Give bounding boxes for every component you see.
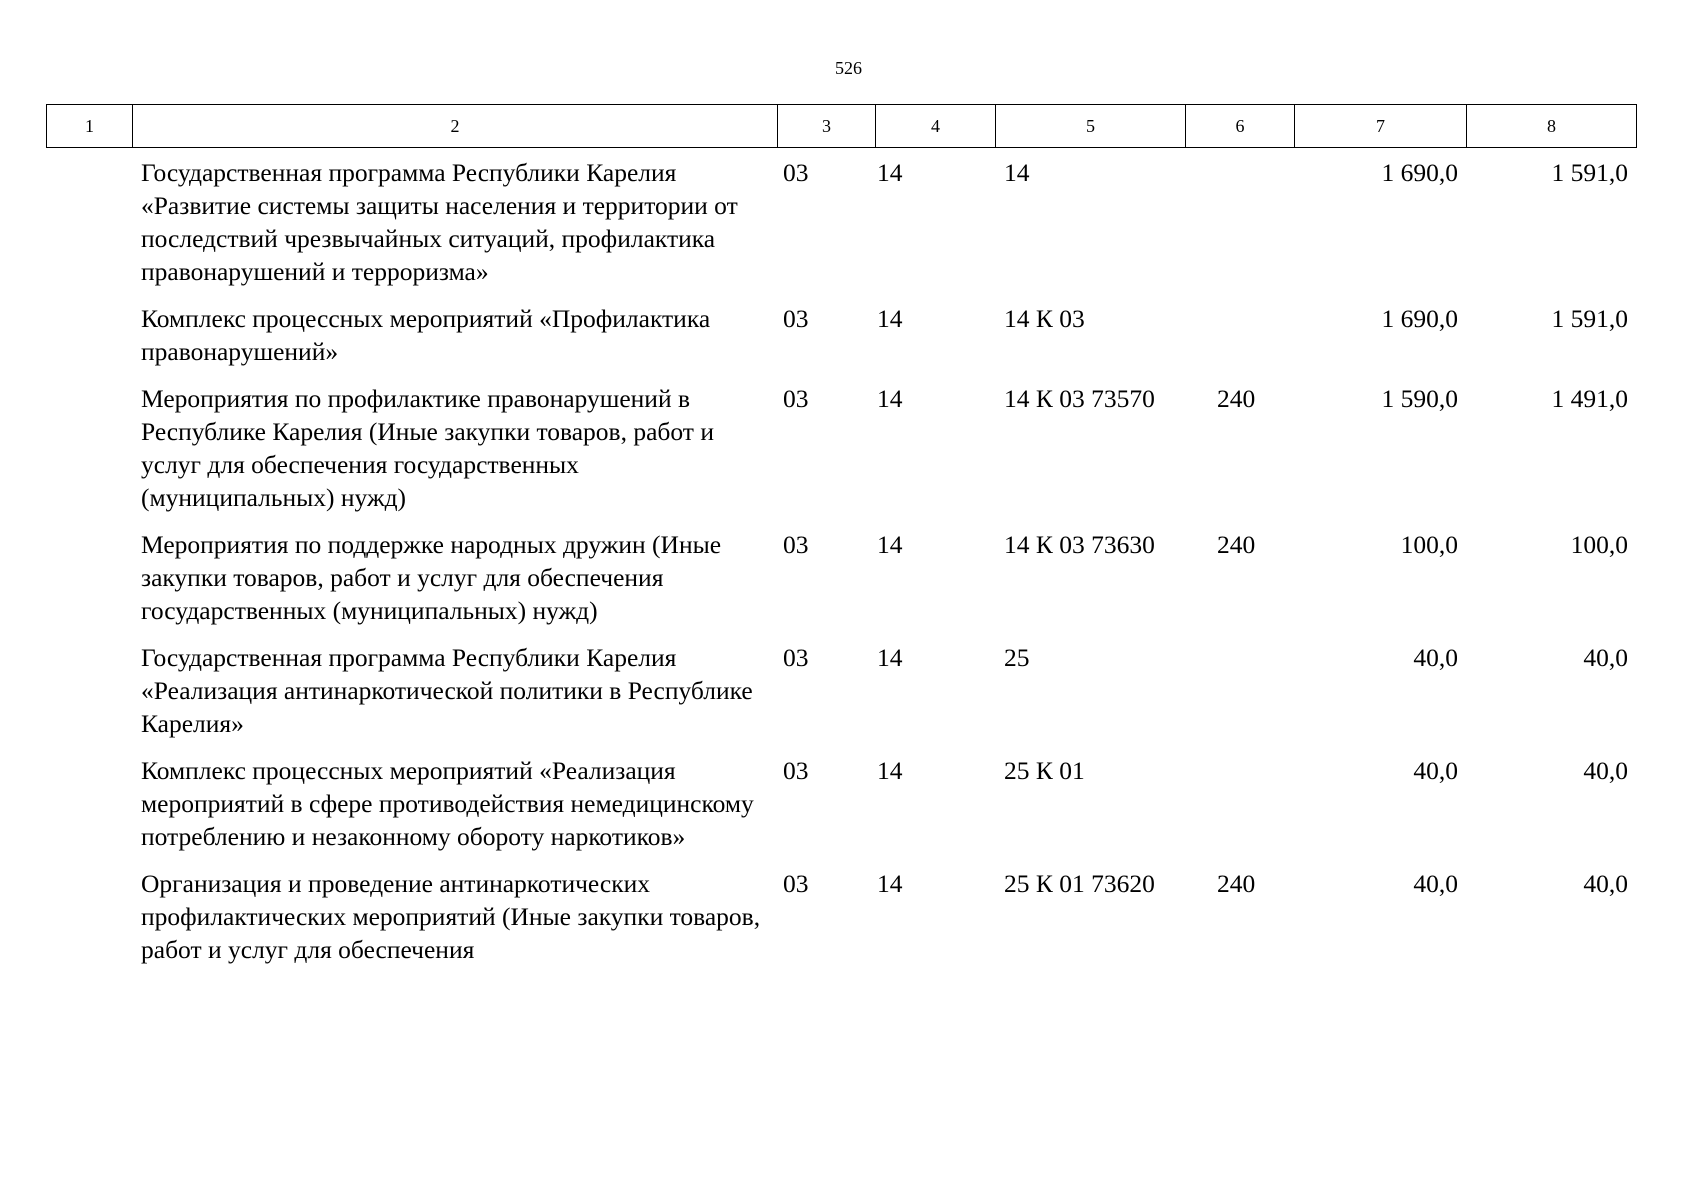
row-name: Организация и проведение антинаркотических профилактических мероприятий (Иные закупки товаров, работ и услуг для обеспечения bbox=[141, 869, 761, 964]
row-section: 03 bbox=[783, 756, 809, 785]
row-target-article: 14 К 03 bbox=[1004, 304, 1085, 333]
row-target-article: 14 К 03 73630 bbox=[1004, 530, 1155, 559]
header-cell: 3 bbox=[778, 105, 876, 148]
row-subsection: 14 bbox=[877, 304, 903, 333]
header-cell: 7 bbox=[1295, 105, 1467, 148]
row-expense-type bbox=[1185, 641, 1294, 754]
row-amount-2: 40,0 bbox=[1583, 756, 1628, 785]
table-header bbox=[46, 104, 1637, 148]
table-row bbox=[46, 754, 1636, 867]
table-row bbox=[46, 528, 1636, 641]
row-expense-type bbox=[1185, 156, 1294, 302]
table-row bbox=[46, 382, 1636, 528]
row-amount-1: 1 590,0 bbox=[1381, 384, 1458, 413]
row-subsection: 14 bbox=[877, 756, 903, 785]
row-expense-type bbox=[1185, 754, 1294, 867]
table-row bbox=[46, 156, 1636, 302]
row-amount-2: 1 591,0 bbox=[1551, 158, 1628, 187]
row-name: Комплекс процессных мероприятий «Реализация мероприятий в сфере противодействия немедицинскому потреблению и незаконному обороту наркотиков» bbox=[141, 756, 754, 851]
row-subsection: 14 bbox=[877, 384, 903, 413]
header-row bbox=[47, 105, 1637, 148]
table-row bbox=[46, 302, 1636, 382]
row-expense-type: 240 bbox=[1217, 384, 1256, 413]
row-section: 03 bbox=[783, 869, 809, 898]
header-cell: 5 bbox=[996, 105, 1186, 148]
header-cell: 2 bbox=[133, 105, 778, 148]
row-section: 03 bbox=[783, 643, 809, 672]
row-amount-2: 1 491,0 bbox=[1551, 384, 1628, 413]
table-row bbox=[46, 641, 1636, 754]
row-amount-1: 40,0 bbox=[1413, 643, 1458, 672]
row-subsection: 14 bbox=[877, 530, 903, 559]
budget-table bbox=[46, 156, 1636, 980]
row-section: 03 bbox=[783, 384, 809, 413]
row-subsection: 14 bbox=[877, 643, 903, 672]
row-amount-2: 40,0 bbox=[1583, 869, 1628, 898]
row-amount-2: 100,0 bbox=[1570, 530, 1628, 559]
row-section: 03 bbox=[783, 158, 809, 187]
row-amount-1: 1 690,0 bbox=[1381, 158, 1458, 187]
row-section: 03 bbox=[783, 304, 809, 333]
header-cell: 6 bbox=[1186, 105, 1295, 148]
row-subsection: 14 bbox=[877, 158, 903, 187]
table-row bbox=[46, 867, 1636, 980]
row-amount-1: 40,0 bbox=[1413, 756, 1458, 785]
row-target-article: 25 bbox=[1004, 643, 1030, 672]
row-target-article: 25 К 01 bbox=[1004, 756, 1085, 785]
row-amount-1: 100,0 bbox=[1400, 530, 1458, 559]
row-name: Комплекс процессных мероприятий «Профилактика правонарушений» bbox=[141, 304, 711, 366]
row-name: Государственная программа Республики Карелия «Развитие системы защиты населения и территории от последствий чрезвычайных ситуаций, профилактика правонарушений и терроризма» bbox=[141, 158, 738, 286]
row-expense-type: 240 bbox=[1217, 530, 1256, 559]
row-amount-2: 1 591,0 bbox=[1551, 304, 1628, 333]
row-amount-1: 1 690,0 bbox=[1381, 304, 1458, 333]
row-expense-type bbox=[1185, 302, 1294, 382]
row-subsection: 14 bbox=[877, 869, 903, 898]
header-cell: 4 bbox=[876, 105, 996, 148]
row-name: Мероприятия по профилактике правонарушений в Республике Карелия (Иные закупки товаров, работ и услуг для обеспечения государственных (муниципальных) нужд) bbox=[141, 384, 714, 512]
row-target-article: 14 bbox=[1004, 158, 1030, 187]
header-cell: 1 bbox=[47, 105, 133, 148]
row-amount-1: 40,0 bbox=[1413, 869, 1458, 898]
row-expense-type: 240 bbox=[1217, 869, 1256, 898]
row-target-article: 14 К 03 73570 bbox=[1004, 384, 1155, 413]
row-amount-2: 40,0 bbox=[1583, 643, 1628, 672]
row-target-article: 25 К 01 73620 bbox=[1004, 869, 1155, 898]
row-section: 03 bbox=[783, 530, 809, 559]
header-cell: 8 bbox=[1467, 105, 1637, 148]
page-number: 526 bbox=[835, 58, 862, 78]
row-name: Государственная программа Республики Карелия «Реализация антинаркотической политики в Республике Карелия» bbox=[141, 643, 753, 738]
row-name: Мероприятия по поддержке народных дружин (Иные закупки товаров, работ и услуг для обеспечения государственных (муниципальных) нужд) bbox=[141, 530, 722, 625]
